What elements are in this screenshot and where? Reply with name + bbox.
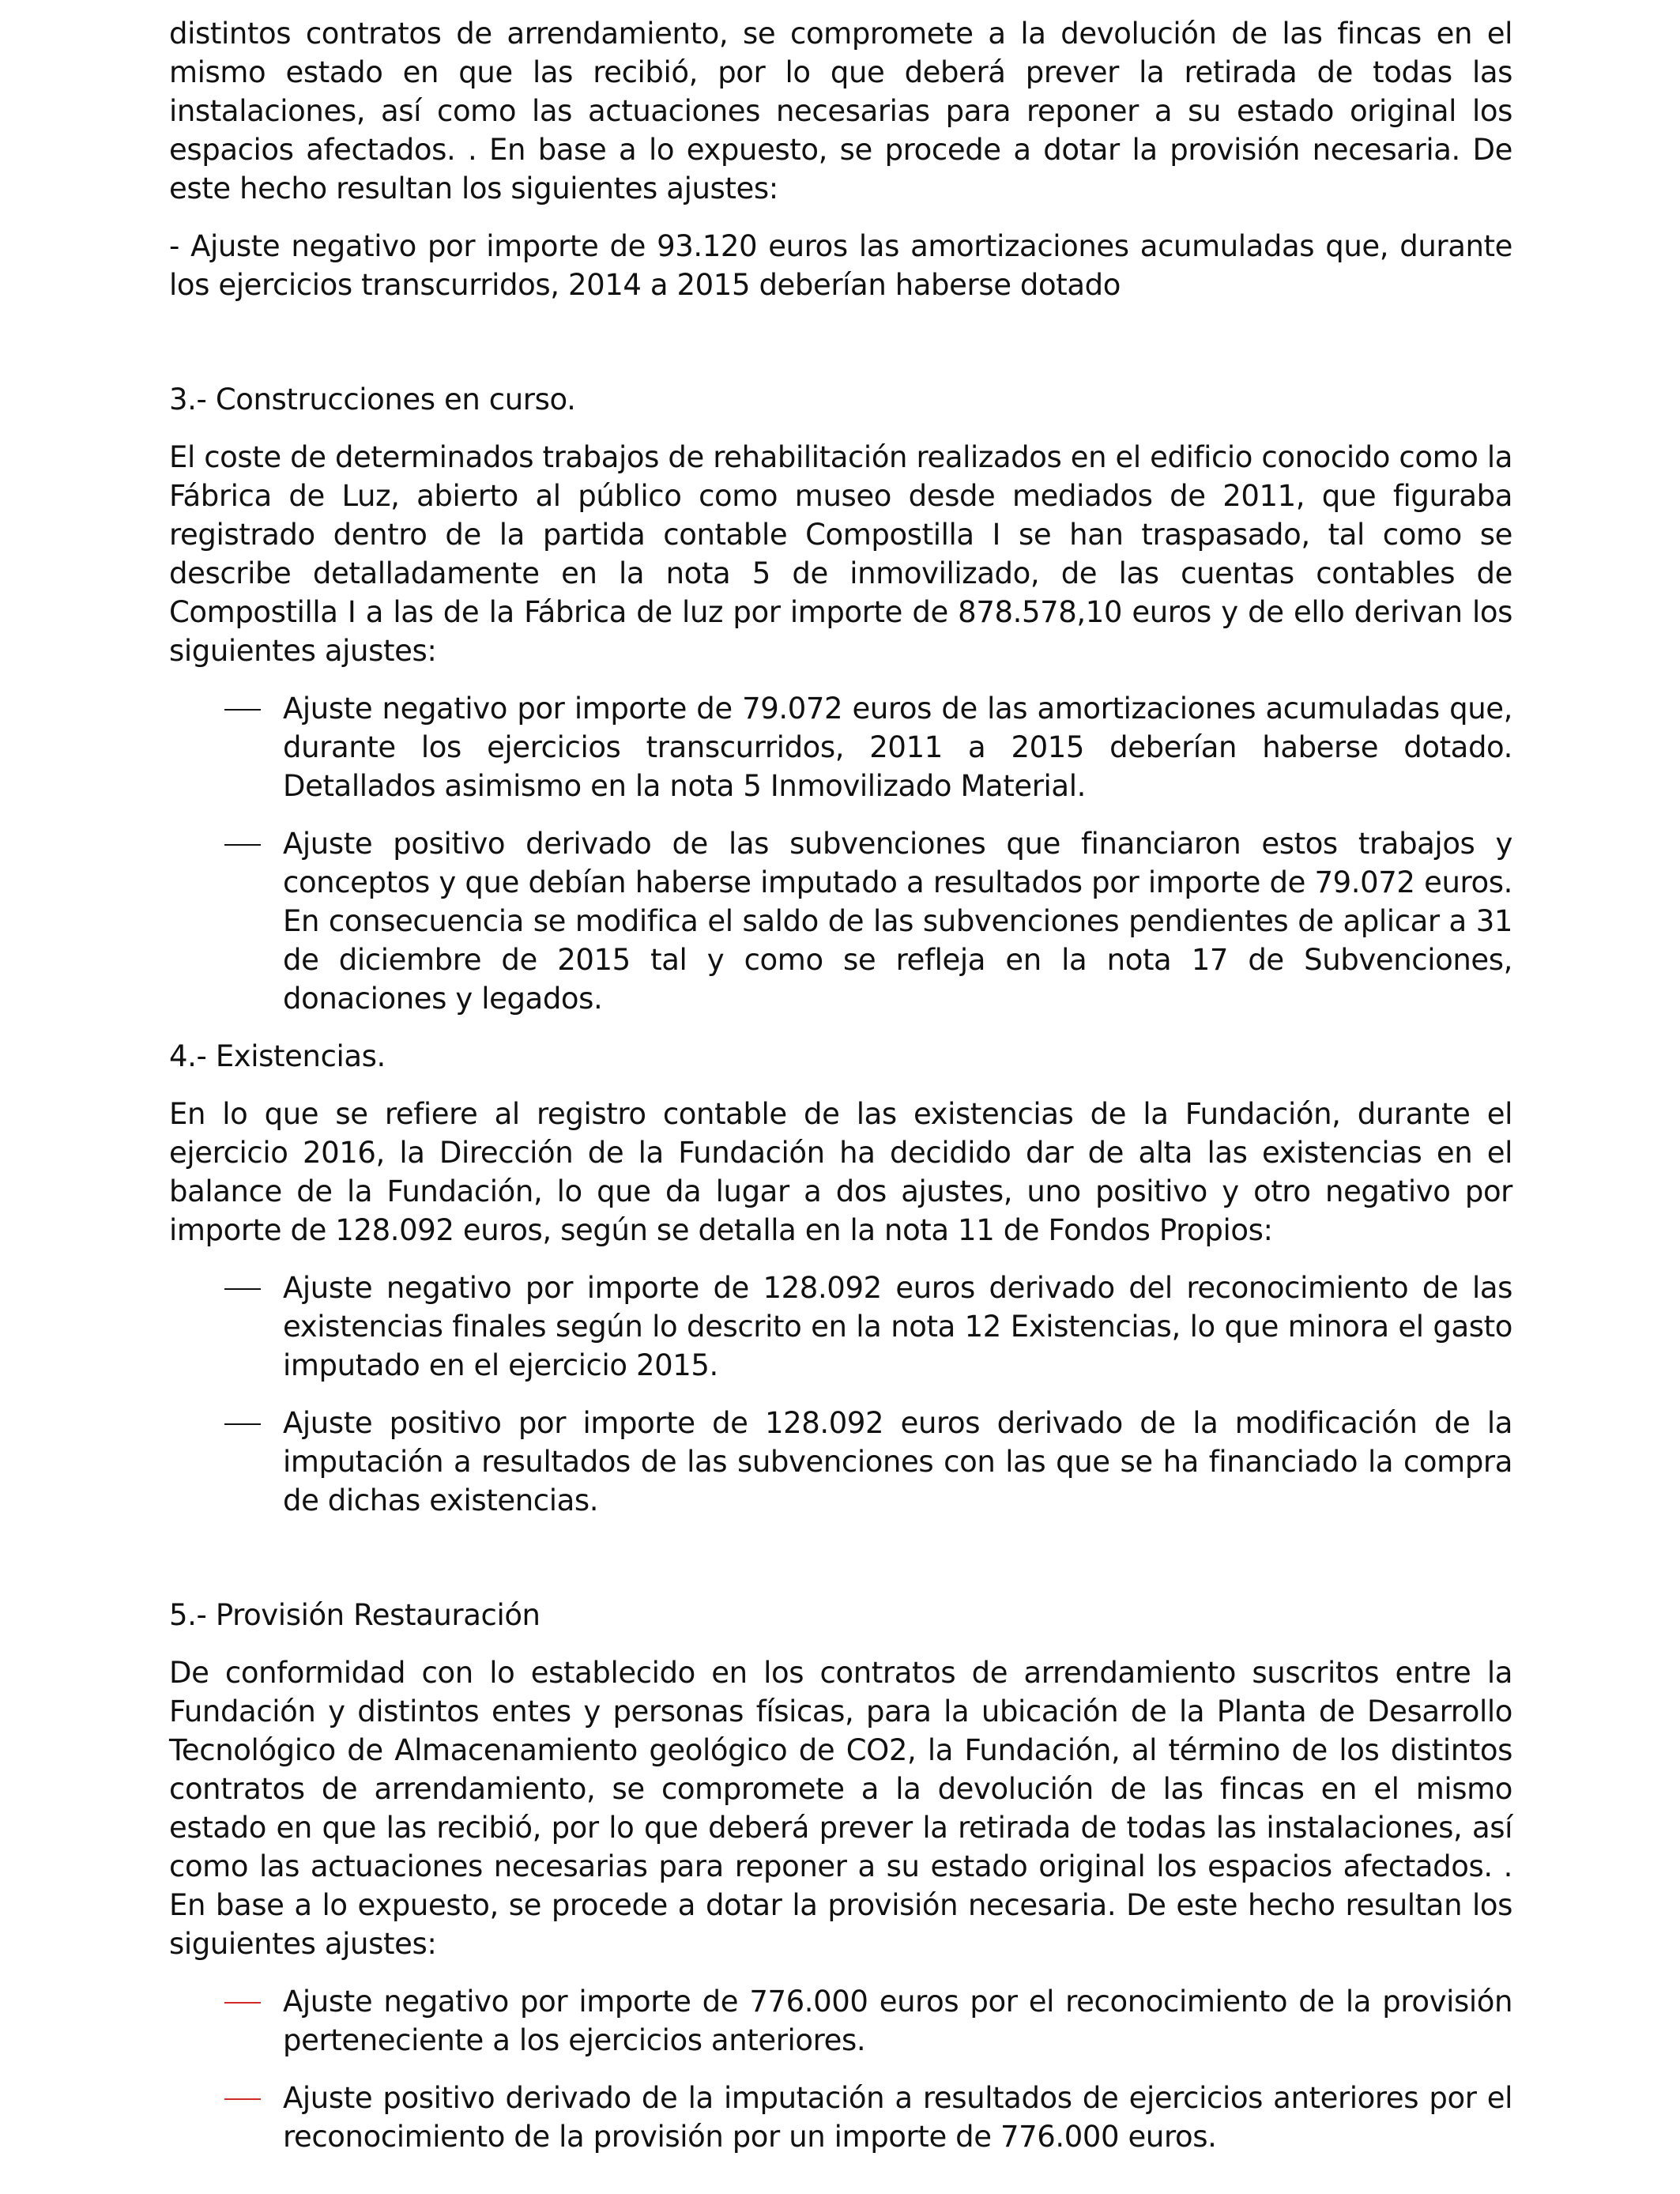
section-3-bullet-1-text: Ajuste negativo por importe de 79.072 euros de las amortizaciones acumuladas que, durante los ejercicios transcurridos, 2011 a 2015 deberían haberse dotado. Detallados asimismo en la nota 5 Inmovilizado Material. xyxy=(283,692,1512,803)
section-3-paragraph: El coste de determinados trabajos de rehabilitación realizados en el edificio conocido como la Fábrica de Luz, abierto al público como museo desde mediados de 2011, que figuraba registrado dentro de la partida contable Compostilla I se han traspasado, tal como se describe detalladamente en la nota 5 de inmovilizado, de las cuentas contables de Compostilla I a las de la Fábrica de luz por importe de 878.578,10 euros y de ello derivan los siguientes ajustes: xyxy=(169,440,1512,668)
section-3-bullet-2-text: Ajuste positivo derivado de las subvenciones que financiaron estos trabajos y conceptos y que debían haberse imputado a resultados por importe de 79.072 euros. En consecuencia se modifica el saldo de las subvenciones pendientes de aplicar a 31 de diciembre de 2015 tal y como se refleja en la nota 17 de Subvenciones, donaciones y legados. xyxy=(283,827,1512,1016)
section-5-bullet-2-text: Ajuste positivo derivado de la imputación a resultados de ejercicios anteriores por el reconocimiento de la provisión por un importe de 776.000 euros. xyxy=(283,2081,1512,2154)
section-3-bullet-2 xyxy=(169,824,1512,1018)
section-spacer xyxy=(169,1539,1512,1596)
section-4-paragraph: En lo que se refiere al registro contable de las existencias de la Fundación, durante el ejercicio 2016, la Dirección de la Fundación ha decidido dar de alta las existencias en el balance de la Fundación, lo que da lugar a dos ajustes, uno positivo y otro negativo por importe de 128.092 euros, según se detalla en la nota 11 de Fondos Propios: xyxy=(169,1097,1512,1247)
dash-bullet-icon xyxy=(224,689,261,728)
section-5-bullet-1-text: Ajuste negativo por importe de 776.000 euros por el reconocimiento de la provisión perteneciente a los ejercicios anteriores. xyxy=(283,1985,1512,2057)
red-dash-bullet-icon xyxy=(224,1982,261,2021)
section-4-bullet-1-text: Ajuste negativo por importe de 128.092 euros derivado del reconocimiento de las existencias finales según lo descrito en la nota 12 Existencias, lo que minora el gasto imputado en el ejercicio 2015. xyxy=(283,1271,1512,1382)
section-5-paragraph: De conformidad con lo establecido en los contratos de arrendamiento suscritos entre la Fundación y distintos entes y personas físicas, para la ubicación de la Planta de Desarrollo Tecnológico de Almacenamiento geológico de CO2, la Fundación, al término de los distintos contratos de arrendamiento, se compromete a la devolución de las fincas en el mismo estado en que las recibió, por lo que deberá prever la retirada de todas las instalaciones, así como las actuaciones necesarias para reponer a su estado original los espacios afectados. . En base a lo expuesto, se procede a dotar la provisión necesaria. De este hecho resultan los siguientes ajustes: xyxy=(169,1656,1512,1961)
section-4-heading: 4.- Existencias. xyxy=(169,1039,386,1073)
section-5-bullet-1 xyxy=(169,1982,1512,2060)
intro-paragraph: distintos contratos de arrendamiento, se compromete a la devolución de las fincas en el mismo estado en que las recibió, por lo que deberá prever la retirada de todas las instalaciones, así como las actuaciones necesarias para reponer a su estado original los espacios afectados. . En base a lo expuesto, se procede a dotar la provisión necesaria. De este hecho resultan los siguientes ajustes: xyxy=(169,17,1512,205)
section-4-bullet-2 xyxy=(169,1404,1512,1520)
dash-bullet-icon xyxy=(224,1269,261,1307)
red-dash-bullet-icon xyxy=(224,2079,261,2117)
section-4-bullet-2-text: Ajuste positivo por importe de 128.092 euros derivado de la modificación de la imputación a resultados de las subvenciones con las que se ha financiado la compra de dichas existencias. xyxy=(283,1406,1512,1517)
section-3-bullet-1 xyxy=(169,689,1512,805)
section-spacer xyxy=(169,323,1512,380)
section-5-bullet-2 xyxy=(169,2079,1512,2156)
section-5-heading: 5.- Provisión Restauración xyxy=(169,1598,541,1632)
dash-bullet-icon xyxy=(224,1404,261,1442)
section-3-heading: 3.- Construcciones en curso. xyxy=(169,383,576,417)
intro-adjustment: - Ajuste negativo por importe de 93.120 euros las amortizaciones acumuladas que, durante los ejercicios transcurridos, 2014 a 2015 deberían haberse dotado xyxy=(169,229,1512,302)
document-page xyxy=(169,14,1512,2175)
dash-bullet-icon xyxy=(224,824,261,863)
section-4-bullet-1 xyxy=(169,1269,1512,1385)
